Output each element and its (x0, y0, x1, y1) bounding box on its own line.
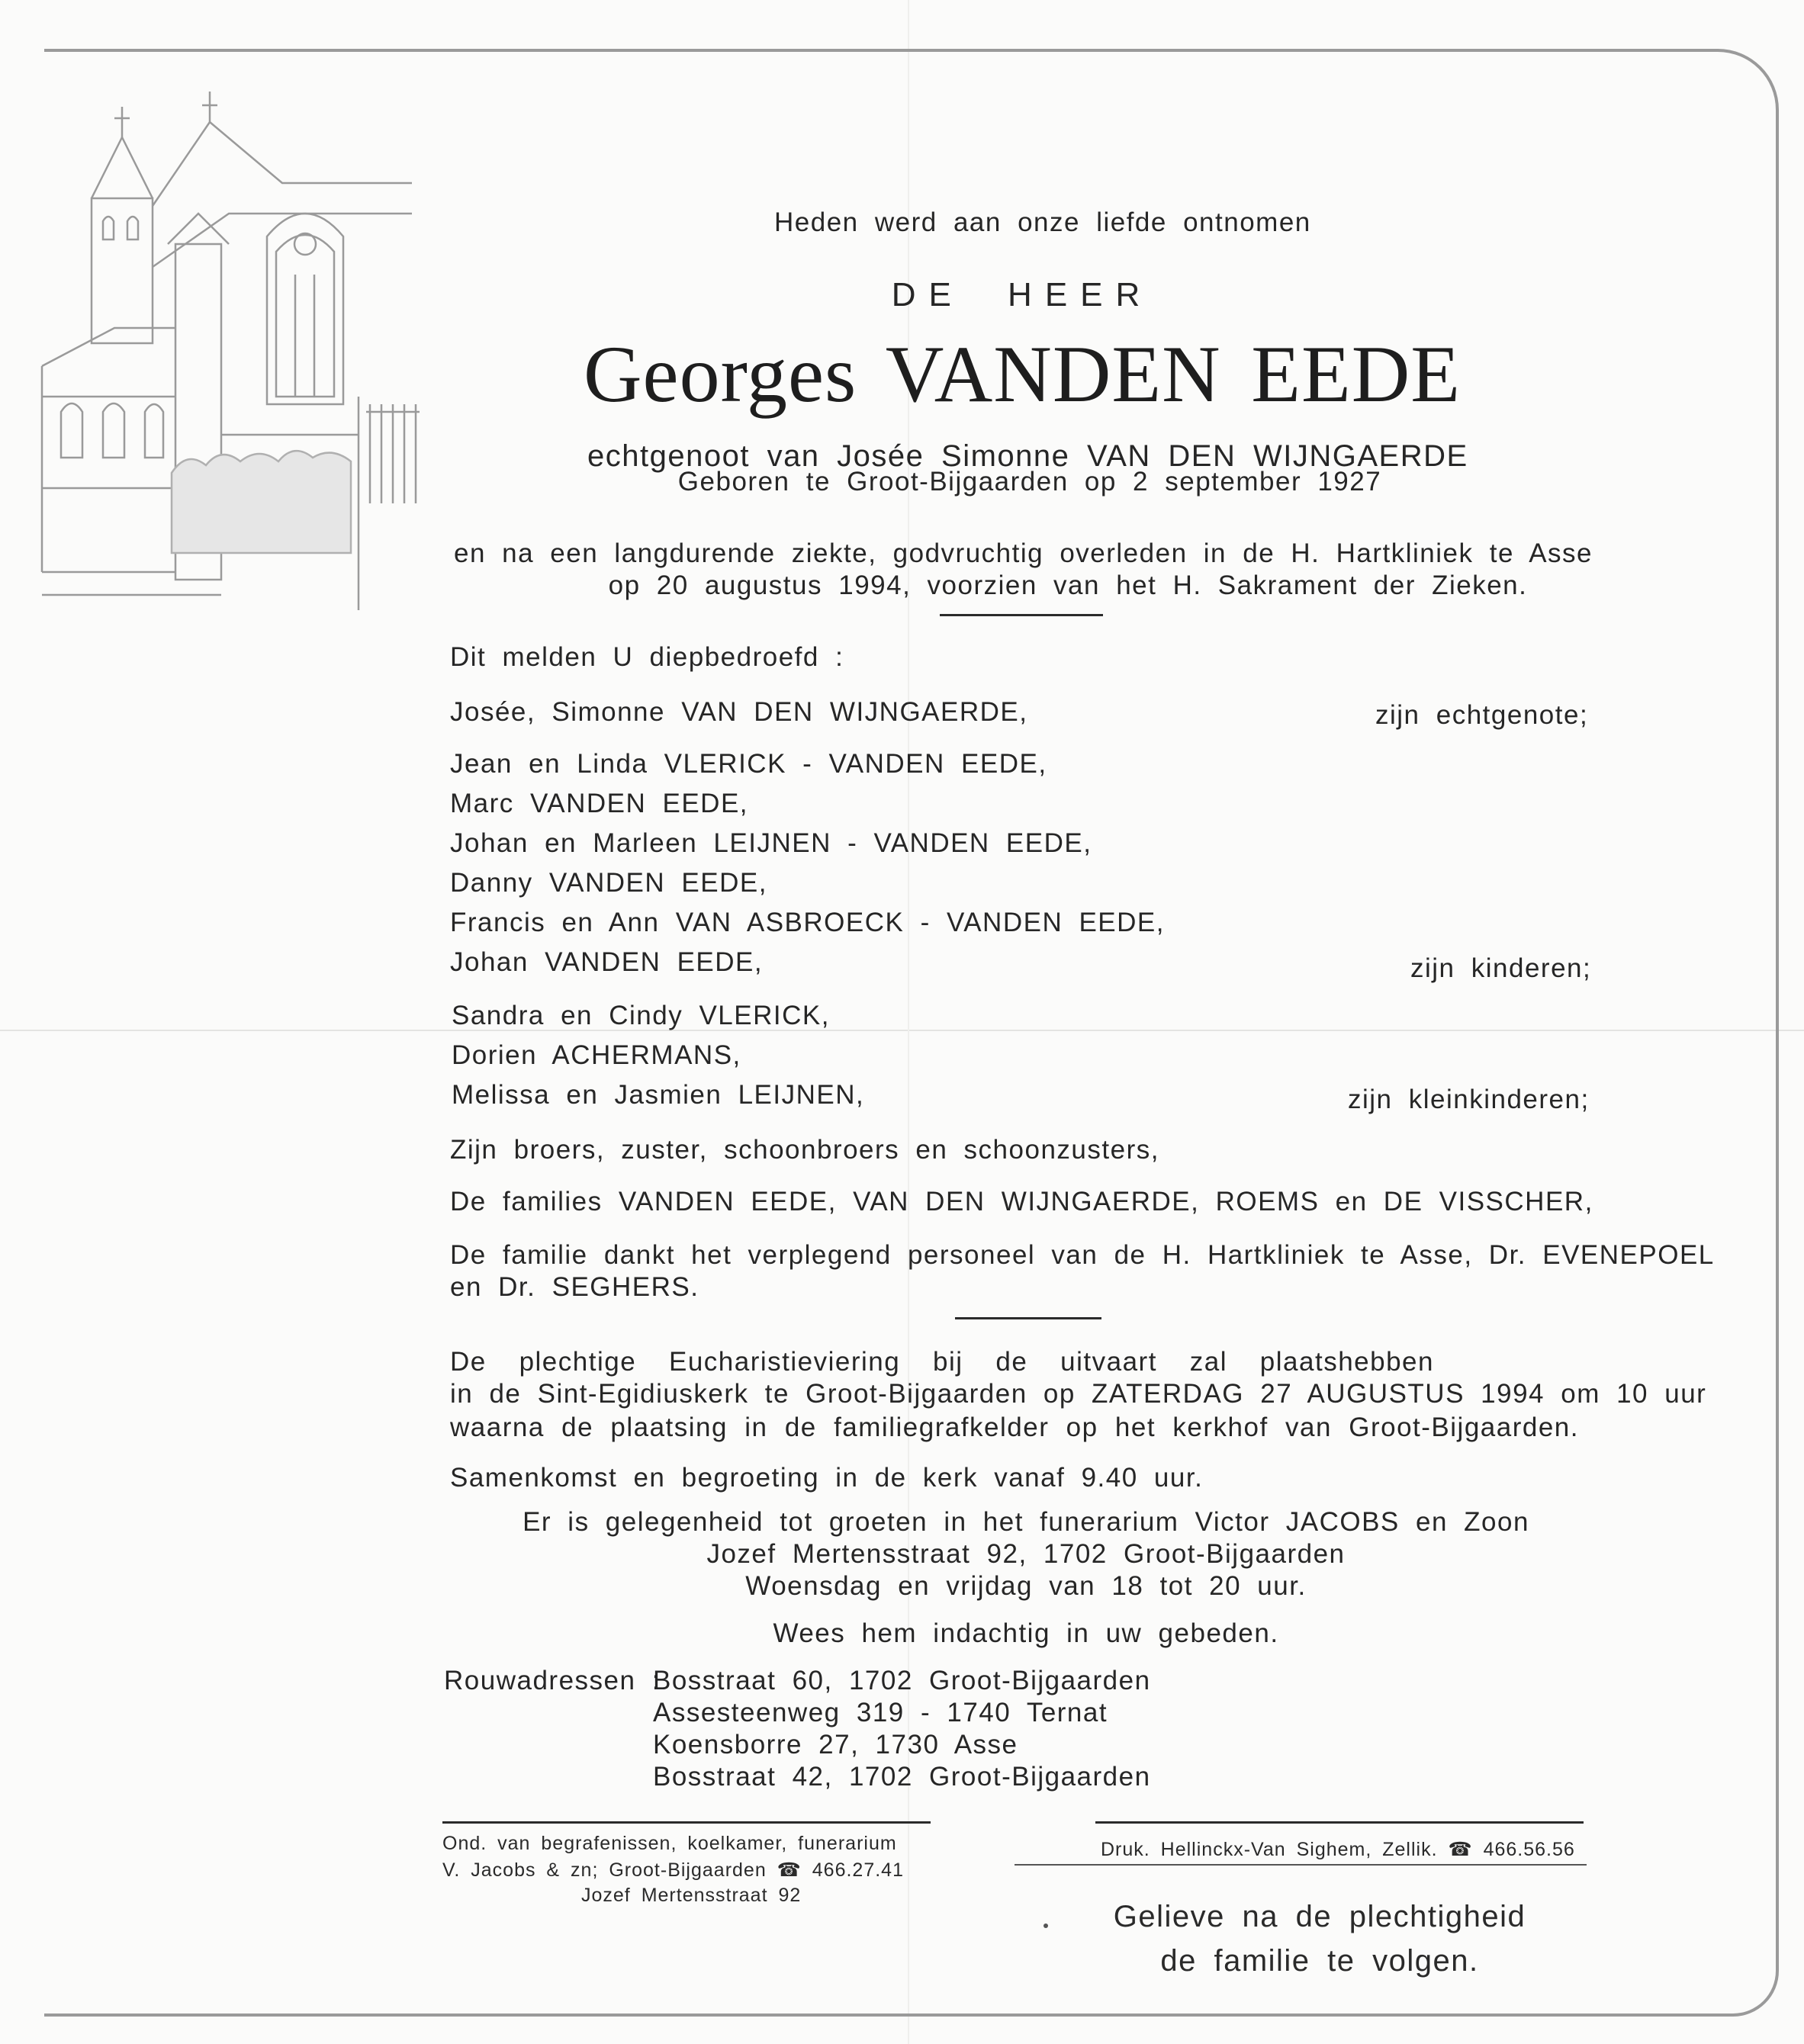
grandchild-entry: Dorien ACHERMANS, (452, 1040, 741, 1070)
follow-line-1: Gelieve na de plechtigheid (1113, 1900, 1526, 1933)
footer-rule-left (442, 1821, 931, 1824)
address-item: Assesteenweg 319 - 1740 Ternat (653, 1698, 1108, 1727)
spouse-entry-relation: zijn echtgenote; (1375, 700, 1589, 730)
follow-notice (1053, 1895, 1587, 1983)
child-entry: Francis en Ann VAN ASBROECK - VANDEN EEDE, (450, 908, 1165, 937)
undertaker-line-1: Ond. van begrafenissen, koelkamer, funerarium (442, 1833, 897, 1854)
families-line: De families VANDEN EEDE, VAN DEN WIJNGAERDE, ROEMS en DE VISSCHER, (450, 1187, 1593, 1216)
gathering-line: Samenkomst en begroeting in de kerk vanaf 9.40 uur. (450, 1463, 1204, 1493)
spouse-entry-name: Josée, Simonne VAN DEN WIJNGAERDE, (450, 697, 1028, 727)
address-item: Bosstraat 60, 1702 Groot-Bijgaarden (653, 1666, 1151, 1695)
prayer-line: Wees hem indachtig in uw gebeden. (773, 1618, 1279, 1648)
undertaker-line-3: Jozef Mertensstraat 92 (581, 1885, 802, 1906)
follow-line-2: de familie te volgen. (1160, 1944, 1479, 1978)
viewing-line-3: Woensdag en vrijdag van 18 tot 20 uur. (745, 1571, 1307, 1601)
address-item: Bosstraat 42, 1702 Groot-Bijgaarden (653, 1762, 1151, 1792)
service-line-3: waarna de plaatsing in de familiegrafkelder op het kerkhof van Groot-Bijgaarden. (450, 1412, 1579, 1442)
divider (955, 1317, 1101, 1319)
thanks-line-1: De familie dankt het verplegend personeel van de H. Hartkliniek te Asse, Dr. EVENEPOEL (450, 1240, 1715, 1270)
siblings-line: Zijn broers, zuster, schoonbroers en schoonzusters, (450, 1135, 1159, 1165)
child-entry: Danny VANDEN EEDE, (450, 868, 767, 898)
bullet-dot (1043, 1923, 1048, 1928)
sacrament-line: op 20 augustus 1994, voorzien van het H. Sakrament der Zieken. (608, 570, 1528, 600)
service-line-1: De plechtige Eucharistieviering bij de uitvaart zal plaatshebben (450, 1347, 1434, 1377)
grandchildren-relation: zijn kleinkinderen; (1348, 1085, 1590, 1114)
thanks-line-2: en Dr. SEGHERS. (450, 1272, 699, 1302)
deceased-name: Georges VANDEN EEDE (584, 329, 1461, 419)
church-illustration (31, 76, 442, 610)
printer-line: Druk. Hellinckx-Van Sighem, Zellik. ☎ 466.56.56 (1101, 1839, 1575, 1860)
honorific-title: DE HEER (891, 276, 1153, 313)
viewing-line-1: Er is gelegenheid tot groeten in het funerarium Victor JACOBS en Zoon (523, 1507, 1529, 1537)
grandchild-entry: Sandra en Cindy VLERICK, (452, 1001, 830, 1030)
footer-rule-right (1095, 1821, 1584, 1824)
address-item: Koensborre 27, 1730 Asse (653, 1730, 1018, 1760)
death-line: en na een langdurende ziekte, godvruchtig overleden in de H. Hartkliniek te Asse (454, 538, 1593, 568)
child-entry: Jean en Linda VLERICK - VANDEN EEDE, (450, 749, 1047, 779)
addresses-label: Rouwadressen : (444, 1666, 661, 1695)
child-entry: Johan VANDEN EEDE, (450, 947, 764, 977)
children-relation: zijn kinderen; (1410, 953, 1592, 983)
divider (940, 614, 1103, 616)
birth-line: Geboren te Groot-Bijgaarden op 2 september 1927 (677, 467, 1382, 497)
service-line-2: in de Sint-Egidiuskerk te Groot-Bijgaarden op ZATERDAG 27 AUGUSTUS 1994 om 10 uur (450, 1379, 1707, 1409)
undertaker-line-2: V. Jacobs & zn; Groot-Bijgaarden ☎ 466.27.41 (442, 1859, 904, 1881)
grandchild-entry: Melissa en Jasmien LEIJNEN, (452, 1080, 865, 1110)
spouse-line: echtgenoot van Josée Simonne VAN DEN WIJNGAERDE (587, 439, 1468, 473)
child-entry: Johan en Marleen LEIJNEN - VANDEN EEDE, (450, 828, 1092, 858)
intro-line: Heden werd aan onze liefde ontnomen (774, 207, 1311, 237)
child-entry: Marc VANDEN EEDE, (450, 789, 749, 818)
viewing-line-2: Jozef Mertensstraat 92, 1702 Groot-Bijgaarden (706, 1539, 1346, 1569)
printer-underline (1015, 1864, 1587, 1866)
announcement: Dit melden U diepbedroefd : (450, 642, 844, 672)
